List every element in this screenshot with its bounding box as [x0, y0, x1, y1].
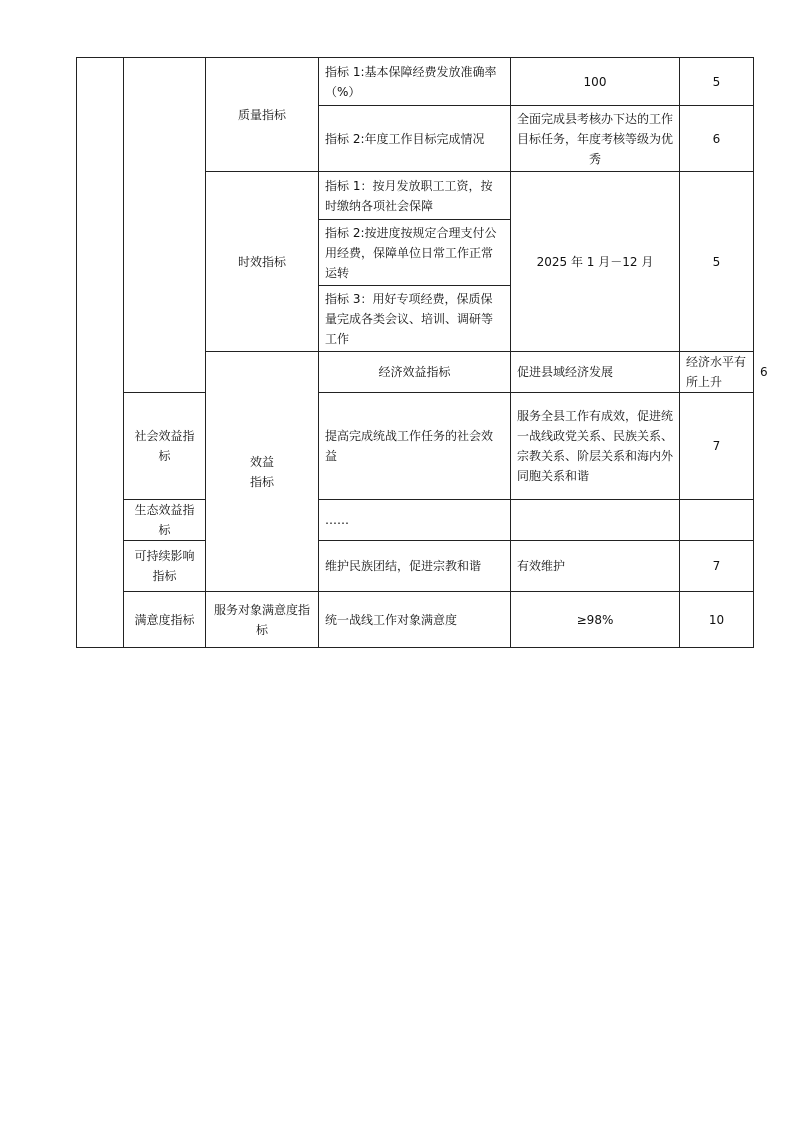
sustainable-target: 有效维护 — [511, 541, 680, 592]
quality-target-2: 全面完成县考核办下达的工作目标任务，年度考核等级为优秀 — [511, 106, 680, 172]
timeliness-score: 5 — [680, 172, 754, 352]
quality-category-cell: 质量指标 — [206, 58, 319, 172]
satisfaction-indicator: 统一战线工作对象满意度 — [319, 592, 511, 648]
quality-indicator-1: 指标 1:基本保障经费发放准确率（%） — [319, 58, 511, 106]
performance-indicator-table — [76, 57, 768, 648]
timeliness-target: 2025 年 1 月－12 月 — [511, 172, 680, 352]
table-row — [77, 500, 754, 541]
timeliness-indicator-1: 指标 1：按月发放职工工资，按时缴纳各项社会保障 — [319, 172, 511, 220]
benefit-group-cell — [206, 352, 319, 592]
satisfaction-group-cell: 满意度指标 — [124, 592, 206, 648]
timeliness-indicator-2: 指标 2:按进度按规定合理支付公用经费，保障单位日常工作正常运转 — [319, 220, 511, 286]
sustainable-indicator: 维护民族团结，促进宗教和谐 — [319, 541, 511, 592]
social-indicator: 提高完成统战工作任务的社会效益 — [319, 393, 511, 500]
table-row — [77, 541, 754, 592]
quality-score-2: 6 — [680, 106, 754, 172]
ecological-score — [680, 500, 754, 541]
quality-score-1: 5 — [680, 58, 754, 106]
sustainable-score: 7 — [680, 541, 754, 592]
benefit-group-line-1: 效益 — [249, 454, 274, 469]
output-group-blank-cell — [124, 58, 206, 393]
outer-blank-cell — [77, 58, 124, 648]
table-row: 效益 指标 经济效益指标 促进县域经济发展 经济水平有所上升 6 — [77, 352, 754, 393]
ecological-indicator: …… — [319, 500, 511, 541]
satisfaction-category-cell: 服务对象满意度指标 — [206, 592, 319, 648]
economic-category-cell: 经济效益指标 — [319, 352, 511, 393]
social-category-cell: 社会效益指标 — [124, 393, 206, 500]
table-row — [77, 393, 754, 500]
economic-target: 经济水平有所上升 — [680, 352, 754, 393]
table-row — [77, 58, 754, 106]
ecological-target — [511, 500, 680, 541]
social-score: 7 — [680, 393, 754, 500]
quality-target-1: 100 — [511, 58, 680, 106]
satisfaction-score: 10 — [680, 592, 754, 648]
benefit-group-line-2: 指标 — [249, 474, 274, 489]
quality-indicator-2: 指标 2:年度工作目标完成情况 — [319, 106, 511, 172]
timeliness-category-cell: 时效指标 — [206, 172, 319, 352]
satisfaction-target: ≥98% — [511, 592, 680, 648]
table-row — [77, 592, 754, 648]
sustainable-category-cell: 可持续影响指标 — [124, 541, 206, 592]
timeliness-indicator-3: 指标 3：用好专项经费，保质保量完成各类会议、培训、调研等工作 — [319, 286, 511, 352]
social-target: 服务全县工作有成效，促进统一战线政党关系、民族关系、宗教关系、阶层关系和海内外同胞关系和谐 — [511, 393, 680, 500]
economic-indicator: 促进县域经济发展 — [511, 352, 680, 393]
ecological-category-cell: 生态效益指标 — [124, 500, 206, 541]
